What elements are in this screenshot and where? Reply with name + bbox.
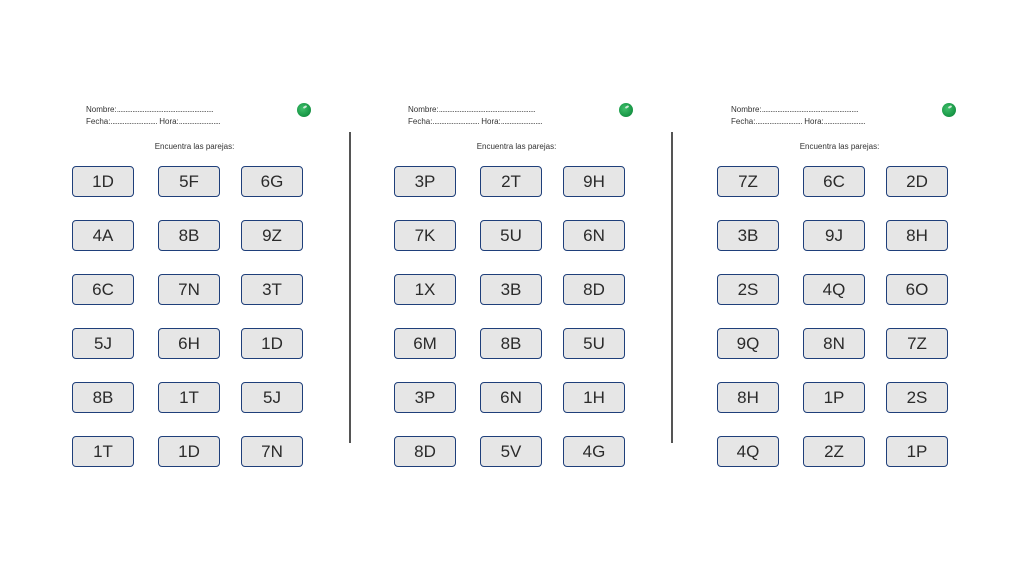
match-card[interactable]: 8H — [717, 382, 779, 413]
hora-blank[interactable]: ........................ — [500, 117, 543, 126]
fecha-blank[interactable]: ........................... — [755, 117, 802, 126]
student-info-header — [731, 104, 865, 128]
match-card[interactable]: 2S — [717, 274, 779, 305]
match-card[interactable]: 2S — [886, 382, 948, 413]
nombre-blank[interactable]: ........................................................ — [438, 105, 536, 114]
match-card[interactable]: 5V — [480, 436, 542, 467]
match-card[interactable]: 9J — [803, 220, 865, 251]
card-row — [72, 166, 317, 198]
worksheet-3 — [717, 100, 962, 480]
fecha-label: Fecha: — [86, 117, 111, 126]
hora-blank[interactable]: ........................ — [823, 117, 866, 126]
match-card[interactable]: 8H — [886, 220, 948, 251]
match-card[interactable]: 9Z — [241, 220, 303, 251]
nombre-label: Nombre: — [408, 105, 439, 114]
match-card[interactable]: 7N — [241, 436, 303, 467]
sheet-divider — [671, 132, 673, 443]
fecha-hora-line — [86, 116, 220, 128]
fecha-blank[interactable]: ........................... — [110, 117, 157, 126]
card-row — [717, 166, 962, 198]
match-card[interactable]: 9H — [563, 166, 625, 197]
card-row — [72, 436, 317, 468]
match-card[interactable]: 1D — [158, 436, 220, 467]
match-card[interactable]: 5U — [480, 220, 542, 251]
match-card[interactable]: 1P — [886, 436, 948, 467]
match-card[interactable]: 8D — [563, 274, 625, 305]
match-card[interactable]: 6N — [480, 382, 542, 413]
match-card[interactable]: 5F — [158, 166, 220, 197]
nombre-line — [408, 104, 542, 116]
card-row — [72, 274, 317, 306]
match-card[interactable]: 1H — [563, 382, 625, 413]
sheet-divider — [349, 132, 351, 443]
match-card[interactable]: 7N — [158, 274, 220, 305]
match-card[interactable]: 7K — [394, 220, 456, 251]
match-card[interactable]: 3P — [394, 166, 456, 197]
card-row — [394, 166, 639, 198]
match-card[interactable]: 4G — [563, 436, 625, 467]
card-row — [394, 436, 639, 468]
fecha-label: Fecha: — [408, 117, 433, 126]
card-row — [394, 382, 639, 414]
match-card[interactable]: 6M — [394, 328, 456, 359]
match-card[interactable]: 1P — [803, 382, 865, 413]
match-card[interactable]: 6O — [886, 274, 948, 305]
match-card[interactable]: 8B — [72, 382, 134, 413]
card-row — [717, 220, 962, 252]
match-card[interactable]: 8B — [158, 220, 220, 251]
card-row — [394, 274, 639, 306]
card-row — [717, 382, 962, 414]
nombre-line — [731, 104, 865, 116]
card-row — [394, 220, 639, 252]
match-card[interactable]: 4Q — [803, 274, 865, 305]
hora-label: Hora: — [159, 117, 179, 126]
match-card[interactable]: 4A — [72, 220, 134, 251]
card-row — [394, 328, 639, 360]
instruction-text: Encuentra las parejas: — [154, 142, 235, 151]
match-card[interactable]: 1D — [72, 166, 134, 197]
match-card[interactable]: 6N — [563, 220, 625, 251]
hora-label: Hora: — [481, 117, 501, 126]
green-logo-icon — [942, 103, 956, 117]
hora-label: Hora: — [804, 117, 824, 126]
match-card[interactable]: 1T — [158, 382, 220, 413]
match-card[interactable]: 7Z — [717, 166, 779, 197]
card-row — [72, 328, 317, 360]
match-card[interactable]: 1X — [394, 274, 456, 305]
match-card[interactable]: 5U — [563, 328, 625, 359]
nombre-blank[interactable]: ........................................................ — [116, 105, 214, 114]
student-info-header — [408, 104, 542, 128]
card-row — [717, 436, 962, 468]
match-card[interactable]: 2D — [886, 166, 948, 197]
match-card[interactable]: 7Z — [886, 328, 948, 359]
nombre-label: Nombre: — [86, 105, 117, 114]
card-row — [72, 382, 317, 414]
card-row — [717, 274, 962, 306]
card-row — [717, 328, 962, 360]
match-card[interactable]: 6C — [72, 274, 134, 305]
match-card[interactable]: 6H — [158, 328, 220, 359]
match-card[interactable]: 6C — [803, 166, 865, 197]
worksheet-2 — [394, 100, 639, 480]
match-card[interactable]: 3T — [241, 274, 303, 305]
fecha-hora-line — [408, 116, 542, 128]
match-card[interactable]: 3B — [717, 220, 779, 251]
match-card[interactable]: 5J — [241, 382, 303, 413]
card-row — [72, 220, 317, 252]
match-card[interactable]: 2Z — [803, 436, 865, 467]
match-card[interactable]: 4Q — [717, 436, 779, 467]
nombre-line — [86, 104, 220, 116]
instruction-text: Encuentra las parejas: — [799, 142, 880, 151]
fecha-label: Fecha: — [731, 117, 756, 126]
nombre-label: Nombre: — [731, 105, 762, 114]
green-logo-icon — [297, 103, 311, 117]
student-info-header — [86, 104, 220, 128]
match-card[interactable]: 3P — [394, 382, 456, 413]
fecha-blank[interactable]: ........................... — [432, 117, 479, 126]
match-card[interactable]: 1D — [241, 328, 303, 359]
match-card[interactable]: 3B — [480, 274, 542, 305]
match-card[interactable]: 1T — [72, 436, 134, 467]
match-card[interactable]: 6G — [241, 166, 303, 197]
match-card[interactable]: 8D — [394, 436, 456, 467]
fecha-hora-line — [731, 116, 865, 128]
nombre-blank[interactable]: ........................................................ — [761, 105, 859, 114]
match-card[interactable]: 8B — [480, 328, 542, 359]
match-card[interactable]: 2T — [480, 166, 542, 197]
hora-blank[interactable]: ........................ — [178, 117, 221, 126]
worksheet-1 — [72, 100, 317, 480]
match-card[interactable]: 9Q — [717, 328, 779, 359]
green-logo-icon — [619, 103, 633, 117]
match-card[interactable]: 8N — [803, 328, 865, 359]
instruction-text: Encuentra las parejas: — [476, 142, 557, 151]
match-card[interactable]: 5J — [72, 328, 134, 359]
